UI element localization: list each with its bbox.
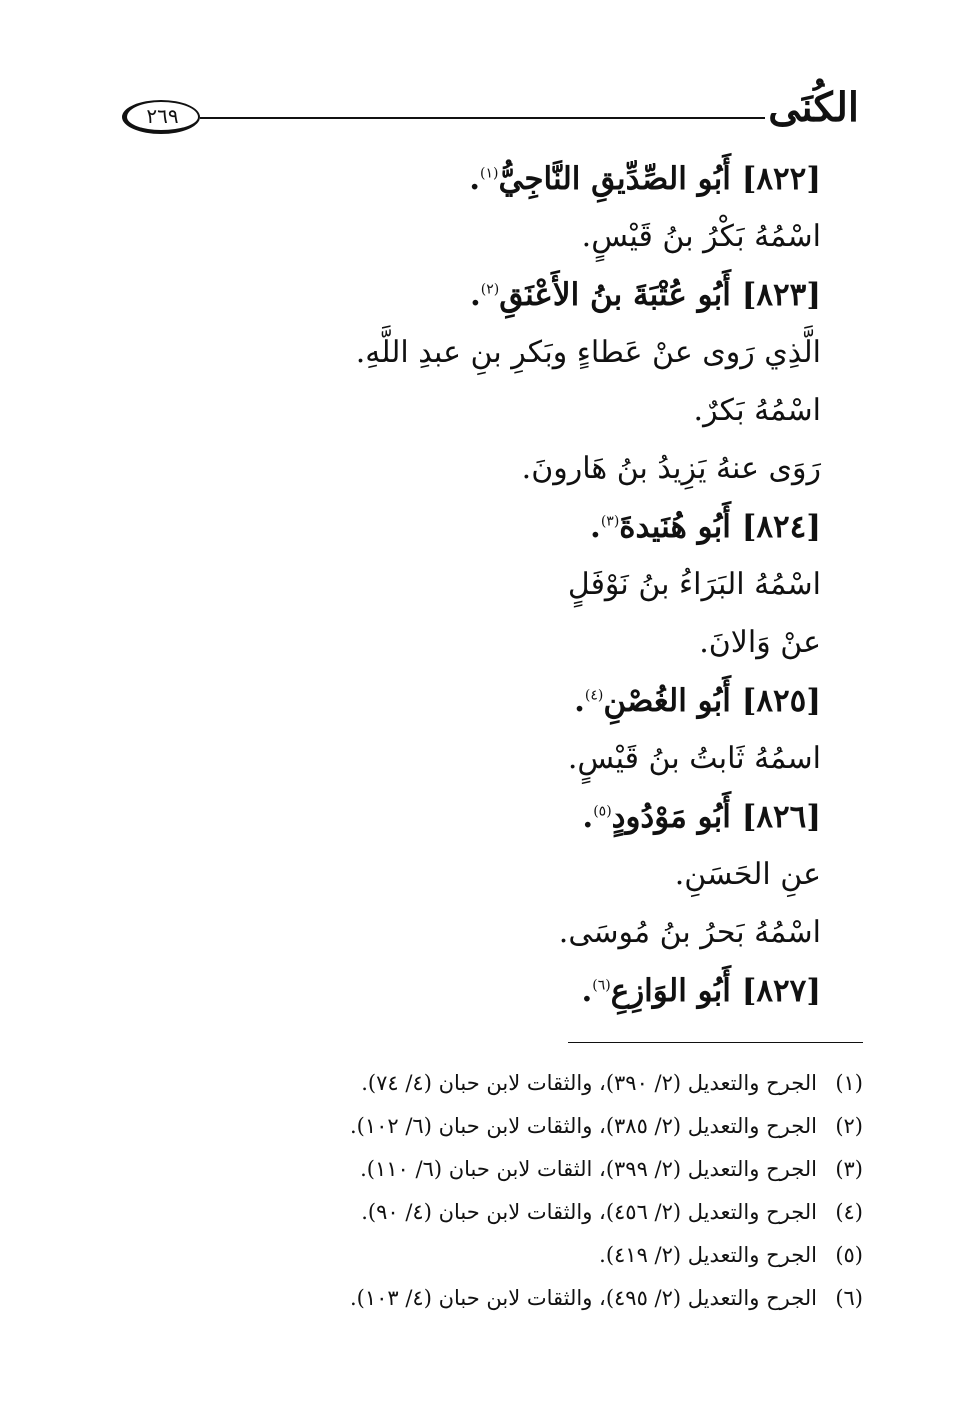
entry-line: اسمُهُ ثَابتُ بنُ قَيْسٍ. [567,741,821,776]
footnote [243,1105,863,1148]
footnote [243,1277,863,1320]
footnote-text: الجرح والتعديل (٢/ ٣٩٠)، والثقات لابن حبان (٤/ ٧٤). [361,1071,817,1095]
footnote-number: (٣) [835,1157,863,1181]
entry-heading: [٨٢٢] أَبُو الصِّدِّيقِ النَّاجِيُّ$^{(١)}$. [469,161,821,197]
footnote-ref: (٢) [480,281,500,298]
footnote-number: (٦) [835,1286,863,1310]
entry-line: اسْمُهُ بَكرٌ. [693,393,821,428]
footnote-text: الجرح والتعديل (٢/ ٣٩٩)، الثقات لابن حبان (٦/ ١١٠). [360,1157,817,1181]
footnote-ref: (٣) [600,513,620,530]
entry-line: اسْمُهُ بَحرُ بنُ مُوسَى. [558,915,821,950]
entry-heading: [٨٢٦] أَبُو مَوْدُودٍ$^{(٥)}$. [582,799,821,835]
entry-heading: [٨٢٥] أَبُو الغُصْنِ$^{(٤)}$. [574,683,821,719]
footnote-text: الجرح والتعديل (٢/ ٤٥٦)، والثقات لابن حبان (٤/ ٩٠). [361,1200,817,1224]
footnote-number: (٢) [835,1114,863,1138]
entry-line: الَّذِي رَوى عنْ عَطاءٍ وبَكرِ بنِ عبدِ اللَّهِ. [355,335,821,370]
entry-heading: [٨٢٤] أَبُو هُنَيدةَ$^{(٣)}$. [590,509,821,545]
footnote [243,1062,863,1105]
footnote [243,1148,863,1191]
entry-heading: [٨٢٣] أَبُو عُتْبَةَ بنُ الأَعْنَقِ$^{(٢)}$. [469,277,821,313]
footnote-number: (١) [835,1071,863,1095]
footnote-ref: (٥) [593,803,612,820]
main-text [141,150,821,1020]
footnote-text: الجرح والتعديل (٢/ ٤٩٥)، والثقات لابن حبان (٤/ ١٠٣). [349,1286,817,1310]
header-rule [200,117,765,119]
running-header-title: الكُنَى [768,84,859,131]
footnote-ref: (٤) [584,687,604,704]
footnote-text: الجرح والتعديل (٢/ ٣٨٥)، والثقات لابن حبان (٦/ ١٠٢). [349,1114,817,1138]
footnote-number: (٥) [835,1243,863,1267]
footnote-ref: (٦) [592,977,611,994]
page-number-badge [122,100,200,134]
entry-line: رَوَى عنهُ يَزِيدُ بنُ هَارونَ. [521,451,821,486]
footnote [243,1191,863,1234]
footnote-ref: (١) [480,165,499,182]
entry-line: اسْمُهُ البَرَاءُ بنُ نَوْفَلٍ [567,567,821,602]
entry-line: اسْمُهُ بَكْرُ بنُ قَيْسٍ. [581,219,821,254]
footnote-separator [568,1042,863,1043]
footnote-number: (٤) [835,1200,863,1224]
page-number: ٢٦٩ [146,104,179,128]
entry-line: عنْ وَالانَ. [699,625,821,660]
entry-heading: [٨٢٧] أَبُو الوَازِعِ$^{(٦)}$. [581,973,821,1009]
entry-line: عنِ الحَسَنِ. [674,857,821,892]
footnote-text: الجرح والتعديل (٢/ ٤١٩). [599,1243,817,1267]
footnotes [243,1062,863,1320]
footnote [243,1234,863,1277]
